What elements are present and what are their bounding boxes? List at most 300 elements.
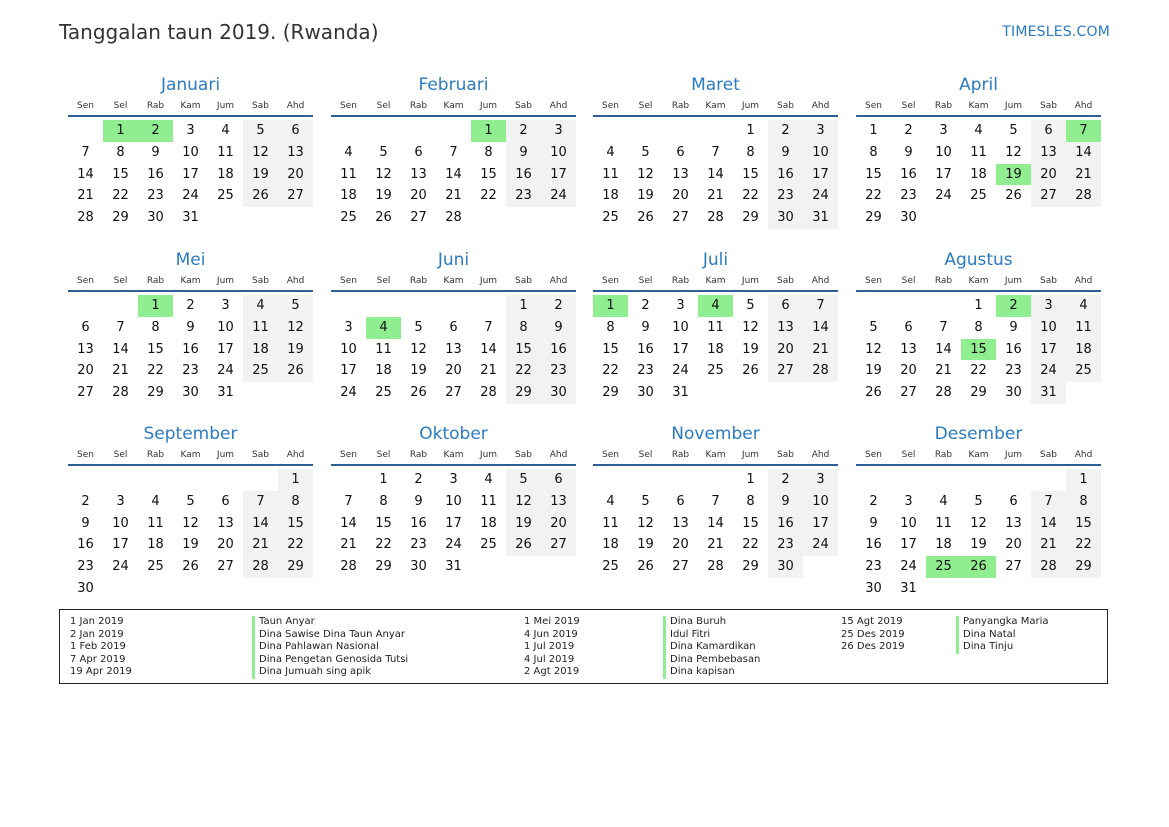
weekday-label: Sel	[901, 101, 916, 111]
day-cell: 26	[375, 210, 392, 226]
day-cell: 8	[151, 319, 160, 335]
weekday-label: Sel	[113, 450, 128, 460]
empty-cell	[331, 295, 366, 317]
weekday-label: Sab	[1040, 101, 1057, 111]
empty-cell	[856, 295, 891, 317]
month-juni	[331, 248, 576, 404]
day-cell: 27	[672, 210, 689, 226]
day-cell: 30	[637, 385, 654, 401]
day-cell: 27	[541, 534, 576, 556]
day-cell: 20	[672, 537, 689, 553]
day-cell: 20	[1031, 164, 1066, 186]
legend-date: 4 Jun 2019	[524, 628, 578, 640]
day-cell: 1	[746, 472, 755, 487]
day-cell: 24	[541, 185, 576, 207]
day-cell: 23	[768, 185, 803, 207]
day-cell: 24	[900, 559, 917, 575]
weekday-label: Sab	[777, 450, 794, 460]
day-cell: 26	[637, 210, 654, 226]
month-april	[856, 73, 1101, 229]
weekday-label: Sen	[602, 101, 619, 111]
day-cell: 24	[217, 363, 234, 379]
day-cell: 7	[449, 144, 458, 160]
day-cell: 24	[803, 185, 838, 207]
day-cell: 15	[742, 515, 759, 531]
weekday-label: Sen	[865, 101, 882, 111]
weekday-label: Sab	[515, 276, 532, 286]
day-cell: 24	[340, 385, 357, 401]
day-cell: 7	[939, 319, 948, 335]
day-cell: 5	[243, 120, 278, 142]
day-cell: 1	[506, 295, 541, 317]
day-cell: 10	[541, 142, 576, 164]
holiday-day-cell: 1	[471, 120, 506, 142]
day-cell: 10	[182, 144, 199, 160]
day-cell: 23	[865, 559, 882, 575]
day-cell: 28	[480, 385, 497, 401]
day-cell: 16	[865, 537, 882, 553]
day-cell: 9	[641, 319, 650, 335]
month-name: April	[959, 75, 998, 95]
weekday-label: Sab	[1040, 276, 1057, 286]
day-cell: 25	[217, 188, 234, 204]
day-grid	[331, 120, 576, 229]
day-cell: 10	[217, 319, 234, 335]
legend-date: 25 Des 2019	[841, 628, 905, 640]
legend-date: 15 Agt 2019	[841, 616, 903, 627]
day-cell: 12	[375, 166, 392, 182]
month-juli	[593, 248, 838, 404]
day-cell: 6	[676, 144, 685, 160]
empty-cell	[243, 469, 278, 491]
weekday-label: Rab	[409, 101, 428, 111]
day-cell: 30	[1005, 385, 1022, 401]
legend-holiday-name: Dina Pembebasan	[670, 653, 761, 665]
weekday-label: Jum	[1004, 276, 1023, 286]
weekday-label: Ahd	[1074, 450, 1093, 460]
empty-cell	[663, 469, 698, 491]
day-cell: 3	[221, 298, 230, 313]
day-cell: 22	[742, 188, 759, 204]
day-cell: 19	[278, 339, 313, 361]
day-cell: 29	[865, 210, 882, 226]
day-cell: 27	[278, 185, 313, 207]
weekday-label: Sel	[638, 450, 653, 460]
weekday-header	[593, 274, 838, 292]
day-cell: 5	[869, 319, 878, 335]
holiday-day-cell: 1	[593, 295, 628, 317]
day-cell: 8	[278, 491, 313, 513]
empty-cell	[663, 120, 698, 142]
empty-cell	[331, 469, 366, 491]
legend-holiday-name: Dina Buruh	[670, 616, 727, 627]
brand-link[interactable]: TIMESLES.COM	[1002, 24, 1110, 40]
weekday-label: Jum	[479, 450, 498, 460]
day-cell: 22	[480, 188, 497, 204]
day-cell: 16	[1005, 341, 1022, 357]
weekday-label: Sel	[376, 450, 391, 460]
day-cell: 6	[1009, 493, 1018, 509]
day-cell: 18	[602, 188, 619, 204]
weekday-label: Kam	[443, 450, 464, 460]
day-cell: 3	[541, 120, 576, 142]
day-cell: 11	[340, 166, 357, 182]
day-cell: 4	[1066, 295, 1101, 317]
day-cell: 12	[970, 515, 987, 531]
day-cell: 12	[637, 166, 654, 182]
day-cell: 21	[243, 534, 278, 556]
weekday-label: Sen	[77, 101, 94, 111]
day-cell: 8	[116, 144, 125, 160]
weekday-label: Ahd	[811, 450, 830, 460]
weekday-label: Ahd	[286, 450, 305, 460]
weekday-header	[331, 99, 576, 117]
weekday-label: Sen	[77, 450, 94, 460]
day-cell: 18	[1066, 339, 1101, 361]
day-cell: 31	[900, 580, 917, 596]
day-cell: 21	[935, 363, 952, 379]
empty-cell	[436, 295, 471, 317]
month-name: Desember	[934, 424, 1023, 444]
weekday-label: Rab	[409, 276, 428, 286]
empty-cell	[698, 469, 733, 491]
day-cell: 3	[803, 469, 838, 491]
day-cell: 25	[602, 559, 619, 575]
weekday-header	[856, 99, 1101, 117]
day-cell: 4	[974, 123, 983, 138]
day-cell: 16	[410, 515, 427, 531]
day-cell: 22	[865, 188, 882, 204]
day-cell: 1	[1066, 469, 1101, 491]
month-februari	[331, 73, 576, 229]
day-cell: 17	[1031, 339, 1066, 361]
legend-date: 2 Jan 2019	[70, 628, 124, 640]
weekday-label: Jum	[216, 276, 235, 286]
day-cell: 16	[506, 164, 541, 186]
day-cell: 30	[900, 210, 917, 226]
day-cell: 19	[865, 363, 882, 379]
day-cell: 14	[480, 341, 497, 357]
day-cell: 19	[375, 188, 392, 204]
day-cell: 14	[935, 341, 952, 357]
weekday-label: Sel	[113, 276, 128, 286]
weekday-label: Sen	[340, 101, 357, 111]
day-cell: 3	[904, 493, 913, 509]
weekday-label: Ahd	[549, 450, 568, 460]
day-cell: 25	[602, 210, 619, 226]
day-cell: 26	[506, 534, 541, 556]
day-cell: 12	[243, 142, 278, 164]
month-name: November	[671, 424, 760, 444]
day-cell: 29	[278, 556, 313, 578]
day-cell: 17	[541, 164, 576, 186]
weekday-label: Kam	[180, 276, 201, 286]
day-cell: 28	[77, 210, 94, 226]
day-cell: 4	[221, 123, 230, 138]
weekday-label: Ahd	[1074, 101, 1093, 111]
day-cell: 25	[147, 559, 164, 575]
holiday-day-cell: 2	[138, 120, 173, 142]
day-cell: 14	[1066, 142, 1101, 164]
weekday-label: Jum	[216, 101, 235, 111]
day-cell: 17	[445, 515, 462, 531]
day-cell: 2	[541, 295, 576, 317]
day-cell: 17	[217, 341, 234, 357]
day-cell: 5	[414, 319, 423, 335]
day-cell: 24	[112, 559, 129, 575]
weekday-header	[68, 99, 313, 117]
day-cell: 29	[375, 559, 392, 575]
day-cell: 2	[768, 120, 803, 142]
legend-date: 4 Jul 2019	[524, 653, 575, 665]
weekday-label: Ahd	[286, 101, 305, 111]
weekday-label: Rab	[409, 450, 428, 460]
legend-date: 1 Jul 2019	[524, 641, 575, 653]
month-name: Oktober	[419, 424, 488, 444]
day-cell: 10	[803, 491, 838, 513]
day-grid	[68, 295, 313, 404]
day-cell: 22	[742, 537, 759, 553]
empty-cell	[996, 469, 1031, 491]
day-cell: 29	[742, 210, 759, 226]
weekday-header	[68, 448, 313, 466]
day-cell: 27	[410, 210, 427, 226]
day-cell: 20	[1005, 537, 1022, 553]
day-cell: 23	[768, 534, 803, 556]
day-cell: 3	[939, 123, 948, 138]
day-cell: 26	[182, 559, 199, 575]
day-cell: 18	[217, 166, 234, 182]
day-cell: 7	[711, 493, 720, 509]
legend-date: 1 Mei 2019	[524, 616, 580, 627]
day-cell: 27	[217, 559, 234, 575]
day-cell: 21	[1066, 164, 1101, 186]
day-cell: 21	[707, 537, 724, 553]
day-cell: 30	[768, 207, 803, 229]
day-cell: 28	[445, 210, 462, 226]
day-cell: 29	[1066, 556, 1101, 578]
day-cell: 30	[865, 580, 882, 596]
day-cell: 8	[606, 319, 615, 335]
month-september	[68, 422, 313, 600]
day-cell: 14	[707, 166, 724, 182]
weekday-label: Kam	[968, 276, 989, 286]
day-cell: 9	[1009, 319, 1018, 335]
day-cell: 18	[147, 537, 164, 553]
weekday-label: Sab	[252, 450, 269, 460]
weekday-label: Rab	[146, 276, 165, 286]
day-cell: 13	[445, 341, 462, 357]
day-cell: 5	[278, 295, 313, 317]
day-cell: 25	[375, 385, 392, 401]
day-cell: 25	[480, 537, 497, 553]
empty-cell	[471, 295, 506, 317]
weekday-label: Rab	[934, 101, 953, 111]
day-cell: 28	[1031, 556, 1066, 578]
weekday-label: Rab	[671, 101, 690, 111]
day-cell: 20	[445, 363, 462, 379]
empty-cell	[103, 295, 138, 317]
day-cell: 28	[707, 559, 724, 575]
day-cell: 22	[147, 363, 164, 379]
day-cell: 17	[803, 164, 838, 186]
day-cell: 16	[182, 341, 199, 357]
day-cell: 18	[707, 341, 724, 357]
day-cell: 29	[602, 385, 619, 401]
day-cell: 26	[742, 363, 759, 379]
day-cell: 12	[637, 515, 654, 531]
day-grid	[856, 469, 1101, 600]
day-cell: 12	[506, 491, 541, 513]
weekday-label: Kam	[180, 450, 201, 460]
weekday-label: Ahd	[549, 276, 568, 286]
empty-cell	[173, 469, 208, 491]
day-cell: 21	[445, 188, 462, 204]
day-cell: 2	[414, 472, 423, 487]
day-cell: 3	[449, 472, 458, 487]
day-cell: 25	[243, 360, 278, 382]
weekday-label: Ahd	[811, 101, 830, 111]
day-cell: 8	[506, 317, 541, 339]
day-cell: 10	[112, 515, 129, 531]
holiday-day-cell: 25	[926, 556, 961, 578]
day-cell: 30	[410, 559, 427, 575]
day-cell: 21	[340, 537, 357, 553]
weekday-label: Sel	[901, 276, 916, 286]
day-cell: 22	[506, 360, 541, 382]
day-cell: 31	[182, 210, 199, 226]
day-cell: 6	[541, 469, 576, 491]
day-cell: 23	[541, 360, 576, 382]
legend-holiday-name: Dina Kamardikan	[670, 641, 756, 653]
weekday-label: Jum	[479, 101, 498, 111]
weekday-label: Ahd	[549, 101, 568, 111]
day-cell: 25	[340, 210, 357, 226]
weekday-label: Ahd	[811, 276, 830, 286]
legend-dates-col-2	[524, 616, 580, 679]
day-cell: 28	[340, 559, 357, 575]
day-cell: 21	[1031, 534, 1066, 556]
legend-date: 1 Jan 2019	[70, 616, 124, 627]
day-cell: 27	[445, 385, 462, 401]
day-cell: 8	[484, 144, 493, 160]
day-cell: 10	[900, 515, 917, 531]
empty-cell	[628, 120, 663, 142]
day-cell: 14	[707, 515, 724, 531]
day-cell: 20	[541, 513, 576, 535]
day-cell: 27	[672, 559, 689, 575]
weekday-label: Jum	[479, 276, 498, 286]
day-cell: 21	[112, 363, 129, 379]
day-cell: 16	[637, 341, 654, 357]
day-cell: 28	[112, 385, 129, 401]
day-grid	[68, 469, 313, 600]
day-cell: 22	[278, 534, 313, 556]
day-cell: 13	[672, 515, 689, 531]
holiday-day-cell: 4	[366, 317, 401, 339]
legend-holiday-name: Dina Pahlawan Nasional	[259, 641, 379, 653]
day-cell: 5	[379, 144, 388, 160]
weekday-label: Jum	[741, 276, 760, 286]
empty-cell	[68, 469, 103, 491]
day-cell: 5	[506, 469, 541, 491]
day-cell: 12	[410, 341, 427, 357]
day-cell: 20	[77, 363, 94, 379]
day-cell: 10	[935, 144, 952, 160]
day-cell: 15	[865, 166, 882, 182]
empty-cell	[103, 469, 138, 491]
legend-names-col-3	[956, 616, 1048, 654]
day-cell: 28	[803, 360, 838, 382]
day-cell: 31	[1031, 382, 1066, 404]
day-cell: 24	[803, 534, 838, 556]
month-januari	[68, 73, 313, 229]
day-cell: 13	[768, 317, 803, 339]
empty-cell	[436, 120, 471, 142]
day-cell: 27	[77, 385, 94, 401]
day-cell: 9	[506, 142, 541, 164]
day-cell: 19	[637, 537, 654, 553]
day-cell: 28	[1066, 185, 1101, 207]
legend-holiday-name: Panyangka Maria	[963, 616, 1049, 627]
day-cell: 17	[340, 363, 357, 379]
day-cell: 15	[602, 341, 619, 357]
weekday-label: Sab	[515, 450, 532, 460]
empty-cell	[891, 295, 926, 317]
weekday-label: Sel	[113, 101, 128, 111]
day-grid	[593, 469, 838, 578]
day-cell: 19	[410, 363, 427, 379]
day-cell: 6	[904, 319, 913, 335]
month-name: Februari	[418, 75, 489, 95]
month-name: Maret	[691, 75, 740, 95]
day-cell: 20	[900, 363, 917, 379]
day-cell: 23	[147, 188, 164, 204]
day-cell: 6	[221, 493, 230, 509]
day-cell: 23	[900, 188, 917, 204]
day-cell: 9	[151, 144, 160, 160]
day-cell: 14	[77, 166, 94, 182]
empty-cell	[1031, 469, 1066, 491]
day-cell: 21	[707, 188, 724, 204]
weekday-label: Sab	[252, 276, 269, 286]
day-cell: 30	[147, 210, 164, 226]
weekday-label: Rab	[146, 450, 165, 460]
day-cell: 13	[541, 491, 576, 513]
day-cell: 8	[869, 144, 878, 160]
day-cell: 11	[1066, 317, 1101, 339]
weekday-header	[331, 274, 576, 292]
day-cell: 18	[602, 537, 619, 553]
day-cell: 23	[1005, 363, 1022, 379]
day-cell: 11	[243, 317, 278, 339]
day-cell: 8	[974, 319, 983, 335]
legend-names-col-1	[252, 616, 408, 679]
day-cell: 12	[1005, 144, 1022, 160]
day-cell: 15	[742, 166, 759, 182]
weekday-label: Kam	[705, 101, 726, 111]
day-cell: 15	[278, 513, 313, 535]
day-cell: 30	[541, 382, 576, 404]
day-cell: 16	[77, 537, 94, 553]
day-cell: 18	[340, 188, 357, 204]
holiday-day-cell: 1	[103, 120, 138, 142]
day-cell: 3	[186, 123, 195, 138]
day-cell: 2	[641, 298, 650, 313]
day-cell: 19	[970, 537, 987, 553]
day-cell: 16	[541, 339, 576, 361]
day-cell: 14	[803, 317, 838, 339]
